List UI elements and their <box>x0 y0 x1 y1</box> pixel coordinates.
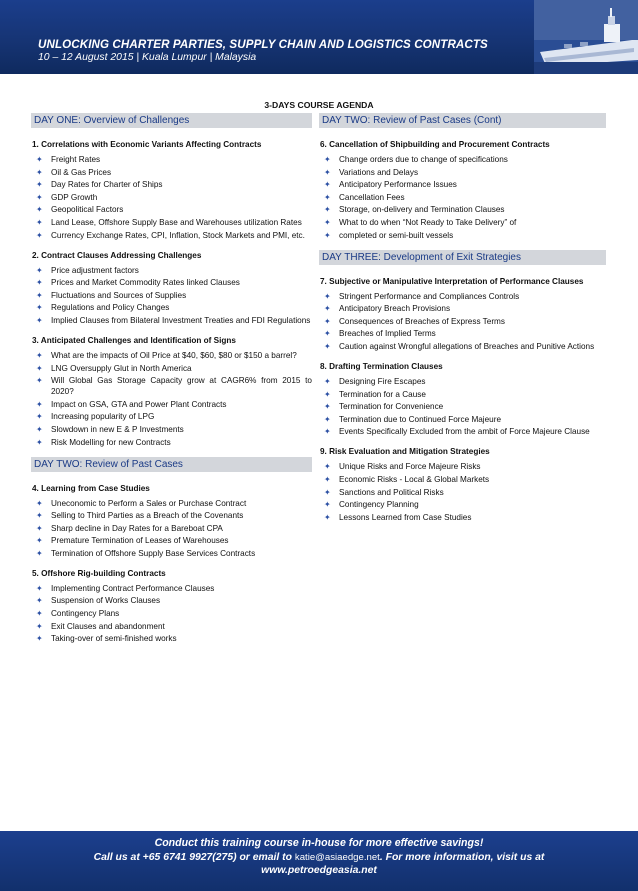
diamond-bullet-icon: ✦ <box>324 230 331 240</box>
list-item: ✦ Exit Clauses and abandonment <box>36 621 165 631</box>
section-9-title: 9. Risk Evaluation and Mitigation Strategies <box>320 447 490 457</box>
diamond-bullet-icon: ✦ <box>36 155 43 164</box>
section-9-list <box>319 461 606 522</box>
diamond-bullet-icon: ✦ <box>324 316 331 326</box>
diamond-bullet-icon: ✦ <box>324 500 331 510</box>
diamond-bullet-icon: ✦ <box>324 192 331 202</box>
section-5-title: 5. Offshore Rig-building Contracts <box>32 568 166 578</box>
list-item: ✦ Anticipatory Performance Issues <box>324 180 457 190</box>
diamond-bullet-icon: ✦ <box>36 180 43 190</box>
list-item: ✦ Stringent Performance and Compliances Controls <box>324 291 520 301</box>
diamond-bullet-icon: ✦ <box>36 596 43 606</box>
diamond-bullet-icon: ✦ <box>324 155 331 164</box>
page-header <box>0 0 638 74</box>
diamond-bullet-icon: ✦ <box>36 621 43 631</box>
list-item: ✦ Geopolitical Factors <box>36 205 124 215</box>
list-item: ✦ Contingency Plans <box>36 609 120 619</box>
section-4-list <box>31 498 312 559</box>
list-item: ✦ Termination for Convenience <box>324 402 444 412</box>
list-item: ✦ Consequences of Breaches of Express Terms <box>324 316 505 326</box>
day-two-cont-heading: DAY TWO: Review of Past Cases (Cont) <box>319 113 606 128</box>
list-item: ✦ Designing Fire Escapes <box>324 376 426 386</box>
list-item: ✦ Sanctions and Political Risks <box>324 487 444 497</box>
list-item: ✦ Freight Rates <box>36 155 101 164</box>
diamond-bullet-icon: ✦ <box>324 205 331 215</box>
list-item: ✦ Slowdown in new E & P Investments <box>36 424 184 434</box>
diamond-bullet-icon: ✦ <box>36 412 43 422</box>
section-6-list <box>319 154 606 241</box>
list-item: ✦ completed or semi-built vessels <box>324 230 454 240</box>
diamond-bullet-icon: ✦ <box>324 180 331 190</box>
section-5-list <box>31 583 312 644</box>
section-1-list <box>31 154 312 241</box>
section-1-title: 1. Correlations with Economic Variants Affecting Contracts <box>32 140 262 149</box>
agenda-title: 3-DAYS COURSE AGENDA <box>264 100 374 110</box>
diamond-bullet-icon: ✦ <box>36 634 43 644</box>
section-3-list <box>31 350 312 448</box>
list-item: ✦ Termination of Offshore Supply Base Services Contracts <box>36 548 256 558</box>
diamond-bullet-icon: ✦ <box>324 427 331 437</box>
diamond-bullet-icon: ✦ <box>36 399 43 409</box>
list-item: ✦ Implementing Contract Performance Clauses <box>36 583 215 593</box>
section-8-title: 8. Drafting Termination Clauses <box>320 361 443 371</box>
list-item: ✦ Premature Termination of Leases of Warehouses <box>36 536 229 546</box>
footer-info-text: . For more information, visit us at <box>379 852 545 863</box>
list-item: ✦ Fluctuations and Sources of Supplies <box>36 290 187 300</box>
diamond-bullet-icon: ✦ <box>36 290 43 300</box>
list-item: ✦ Breaches of Implied Terms <box>324 329 436 339</box>
diamond-bullet-icon: ✦ <box>36 303 43 313</box>
diamond-bullet-icon: ✦ <box>36 363 43 373</box>
diamond-bullet-icon: ✦ <box>324 487 331 497</box>
diamond-bullet-icon: ✦ <box>324 304 331 314</box>
left-column <box>31 113 312 653</box>
list-item: ✦ Increasing popularity of LPG <box>36 412 155 422</box>
diamond-bullet-icon: ✦ <box>36 278 43 288</box>
list-item: ✦ Taking-over of semi-finished works <box>36 634 177 644</box>
list-item: ✦ Uneconomic to Perform a Sales or Purchase Contract <box>36 498 247 508</box>
list-item: ✦ Land Lease, Offshore Supply Base and Warehouses utilization Rates <box>36 217 302 227</box>
list-item: ✦ Impact on GSA, GTA and Power Plant Contracts <box>36 399 227 409</box>
course-title: UNLOCKING CHARTER PARTIES, SUPPLY CHAIN AND LOGISTICS CONTRACTS <box>38 38 488 51</box>
section-8-list <box>319 376 606 437</box>
list-item: ✦ Suspension of Works Clauses <box>36 596 161 606</box>
diamond-bullet-icon: ✦ <box>324 376 331 386</box>
list-item: ✦ Sharp decline in Day Rates for a Bareboat CPA <box>36 523 223 533</box>
diamond-bullet-icon: ✦ <box>324 291 331 301</box>
list-item: ✦ Unique Risks and Force Majeure Risks <box>324 462 481 472</box>
list-item: ✦ Storage, on-delivery and Termination Clauses <box>324 205 505 215</box>
list-item: ✦ Selling to Third Parties as a Breach of the Covenants <box>36 511 244 521</box>
list-item: ✦ Contingency Planning <box>324 500 419 510</box>
diamond-bullet-icon: ✦ <box>36 315 43 325</box>
website-link[interactable]: www.petroedgeasia.net <box>261 865 377 876</box>
diamond-bullet-icon: ✦ <box>36 583 43 593</box>
list-item: ✦ What to do when “Not Ready to Take Delivery” of <box>324 217 517 227</box>
diamond-bullet-icon: ✦ <box>36 167 43 177</box>
diamond-bullet-icon: ✦ <box>36 217 43 227</box>
list-item: ✦ LNG Oversupply Glut in North America <box>36 363 192 373</box>
list-item: ✦ Risk Modelling for new Contracts <box>36 437 171 447</box>
diamond-bullet-icon: ✦ <box>36 536 43 546</box>
list-item: ✦ Prices and Market Commodity Rates linked Clauses <box>36 278 240 288</box>
diamond-bullet-icon: ✦ <box>324 512 331 522</box>
page-footer <box>0 831 638 891</box>
section-4-title: 4. Learning from Case Studies <box>32 483 150 493</box>
list-item: ✦ Termination due to Continued Force Majeure <box>324 414 502 424</box>
ship-icon <box>534 0 638 74</box>
diamond-bullet-icon: ✦ <box>36 424 43 434</box>
list-item: ✦ Regulations and Policy Changes <box>36 303 170 313</box>
list-item: ✦ Economic Risks - Local & Global Markets <box>324 474 490 484</box>
list-item: ✦ Will Global Gas Storage Capacity grow at CAGR6% from 2015 to 2020? <box>36 376 312 397</box>
list-item: ✦ Lessons Learned from Case Studies <box>324 512 472 522</box>
diamond-bullet-icon: ✦ <box>36 205 43 215</box>
section-2-title: 2. Contract Clauses Addressing Challenges <box>32 250 202 260</box>
diamond-bullet-icon: ✦ <box>324 329 331 339</box>
footer-call-text: Call us at +65 6741 9927(275) or email to <box>93 852 295 863</box>
section-2-list <box>31 265 312 326</box>
list-item: ✦ Events Specifically Excluded from the ambit of Force Majeure Clause <box>324 427 590 437</box>
list-item: ✦ Implied Clauses from Bilateral Investment Treaties and FDI Regulations <box>36 315 311 325</box>
list-item: ✦ Caution against Wrongful allegations of Breaches and Punitive Actions <box>324 341 595 351</box>
section-7-list <box>319 291 606 352</box>
diamond-bullet-icon: ✦ <box>36 376 43 386</box>
diamond-bullet-icon: ✦ <box>36 265 43 275</box>
diamond-bullet-icon: ✦ <box>36 230 43 240</box>
list-item: ✦ Price adjustment factors <box>36 265 139 275</box>
diamond-bullet-icon: ✦ <box>324 474 331 484</box>
diamond-bullet-icon: ✦ <box>324 402 331 412</box>
list-item: ✦ Anticipatory Breach Provisions <box>324 304 451 314</box>
list-item: ✦ Currency Exchange Rates, CPI, Inflation, Stock Markets and PMI, etc. <box>36 230 305 240</box>
diamond-bullet-icon: ✦ <box>36 511 43 521</box>
diamond-bullet-icon: ✦ <box>324 341 331 351</box>
list-item: ✦ Termination for a Cause <box>324 389 426 399</box>
footer-contact <box>0 852 638 863</box>
diamond-bullet-icon: ✦ <box>36 437 43 447</box>
section-7-title: 7. Subjective or Manipulative Interpretation of Performance Clauses <box>320 276 584 286</box>
list-item: ✦ Oil & Gas Prices <box>36 167 112 177</box>
section-6-title: 6. Cancellation of Shipbuilding and Procurement Contracts <box>320 140 550 149</box>
diamond-bullet-icon: ✦ <box>324 462 331 472</box>
diamond-bullet-icon: ✦ <box>324 167 331 177</box>
footer-tagline: Conduct this training course in-house for more effective savings! <box>154 837 484 849</box>
diamond-bullet-icon: ✦ <box>36 350 43 360</box>
diamond-bullet-icon: ✦ <box>324 217 331 227</box>
diamond-bullet-icon: ✦ <box>36 192 43 202</box>
course-date-location: 10 – 12 August 2015 | Kuala Lumpur | Malaysia <box>38 52 257 63</box>
list-item: ✦ What are the impacts of Oil Price at $40, $60, $80 or $150 a barrel? <box>36 350 297 360</box>
list-item: ✦ GDP Growth <box>36 192 98 202</box>
day-three-heading: DAY THREE: Development of Exit Strategies <box>319 250 606 265</box>
email-link[interactable]: katie@asiaedge.net <box>294 852 380 863</box>
section-3-title: 3. Anticipated Challenges and Identification of Signs <box>32 335 236 345</box>
list-item: ✦ Change orders due to change of specifications <box>324 155 508 164</box>
list-item: ✦ Cancellation Fees <box>324 192 405 202</box>
diamond-bullet-icon: ✦ <box>36 498 43 508</box>
diamond-bullet-icon: ✦ <box>36 523 43 533</box>
right-column <box>319 113 606 532</box>
diamond-bullet-icon: ✦ <box>324 414 331 424</box>
diamond-bullet-icon: ✦ <box>36 548 43 558</box>
diamond-bullet-icon: ✦ <box>36 609 43 619</box>
day-two-heading: DAY TWO: Review of Past Cases <box>31 457 312 472</box>
list-item: ✦ Day Rates for Charter of Ships <box>36 180 163 190</box>
day-one-heading: DAY ONE: Overview of Challenges <box>31 113 312 128</box>
diamond-bullet-icon: ✦ <box>324 389 331 399</box>
list-item: ✦ Variations and Delays <box>324 167 419 177</box>
